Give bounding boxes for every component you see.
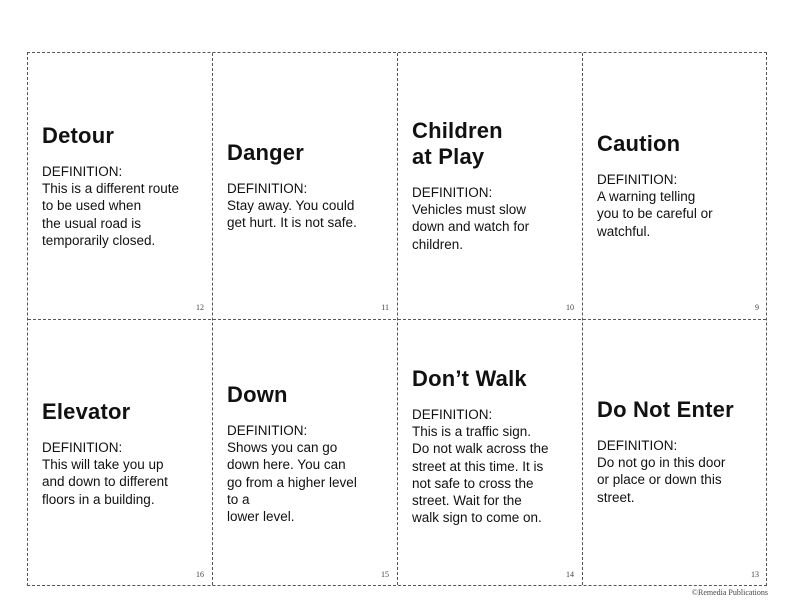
definition-line: floors in a building. [42, 491, 155, 507]
definition-line: Do not go in this door [597, 455, 726, 470]
definition-line: This will take you up [42, 457, 164, 472]
definition-label: DEFINITION: [42, 440, 123, 455]
definition-line: Vehicles must slow [412, 202, 527, 217]
title-line: Do Not Enter [597, 397, 734, 422]
card-title [597, 397, 760, 423]
title-line: Don’t Walk [412, 366, 527, 391]
card-number: 14 [566, 570, 574, 579]
card-number: 12 [196, 303, 204, 312]
card-title [412, 118, 575, 170]
card-number: 11 [381, 303, 389, 312]
definition-line: to be used when [42, 198, 142, 214]
definition-line: you to be careful or [597, 206, 713, 222]
definition-line: children. [412, 236, 464, 252]
definition-line: watchful. [597, 223, 651, 239]
card-title [597, 131, 760, 157]
card-elevator [28, 320, 213, 587]
card-title [227, 382, 390, 408]
definition-line: temporarily closed. [42, 232, 156, 248]
definition-line: or place or down this [597, 472, 722, 488]
title-line: Detour [42, 123, 115, 148]
card-do-not-enter [583, 320, 768, 587]
definition-line: street. Wait for the [412, 493, 522, 509]
card-title [412, 366, 575, 392]
definition-line: Do not walk across the [412, 441, 549, 457]
card-number: 9 [755, 303, 759, 312]
definition-line: street. [597, 489, 635, 505]
card-title [42, 123, 205, 149]
card-number: 10 [566, 303, 574, 312]
title-line: Down [227, 382, 288, 407]
copyright-notice: ©Remedia Publications [691, 588, 768, 597]
title-line: Elevator [42, 399, 131, 424]
definition-label: DEFINITION: [412, 407, 493, 422]
card-number: 13 [751, 570, 759, 579]
card-children-at-play [398, 53, 583, 320]
card-danger [213, 53, 398, 320]
definition-label: DEFINITION: [227, 181, 308, 196]
card-down [213, 320, 398, 587]
definition-line: A warning telling [597, 189, 696, 204]
card-number: 15 [381, 570, 389, 579]
definition-line: down and watch for [412, 219, 530, 235]
flashcard-sheet [27, 52, 767, 586]
card-dont-walk [398, 320, 583, 587]
title-line: Children [412, 118, 503, 143]
definition-line: lower level. [227, 509, 295, 525]
card-number: 16 [196, 570, 204, 579]
title-line: Danger [227, 140, 304, 165]
definition-line: This is a traffic sign. [412, 424, 532, 439]
card-caution [583, 53, 768, 320]
card-title [227, 140, 390, 166]
definition-line: go from a higher level [227, 474, 357, 490]
definition-line: street at this time. It is [412, 458, 544, 474]
definition-line: Shows you can go [227, 440, 338, 455]
definition-label: DEFINITION: [42, 164, 123, 179]
definition-label: DEFINITION: [597, 172, 678, 187]
definition-line: Stay away. You could [227, 198, 355, 213]
definition-line: to a [227, 491, 250, 507]
definition-line: not safe to cross the [412, 475, 534, 491]
definition-line: and down to different [42, 474, 168, 490]
definition-label: DEFINITION: [597, 438, 678, 453]
title-line: at Play [412, 144, 485, 169]
definition-label: DEFINITION: [412, 185, 493, 200]
card-title [42, 399, 205, 425]
card-detour [28, 53, 213, 320]
definition-line: walk sign to come on. [412, 510, 542, 526]
definition-line: down here. You can [227, 457, 346, 473]
title-line: Caution [597, 131, 681, 156]
definition-line: get hurt. It is not safe. [227, 215, 357, 231]
definition-label: DEFINITION: [227, 423, 308, 438]
definition-line: the usual road is [42, 215, 142, 231]
definition-line: This is a different route [42, 181, 180, 196]
